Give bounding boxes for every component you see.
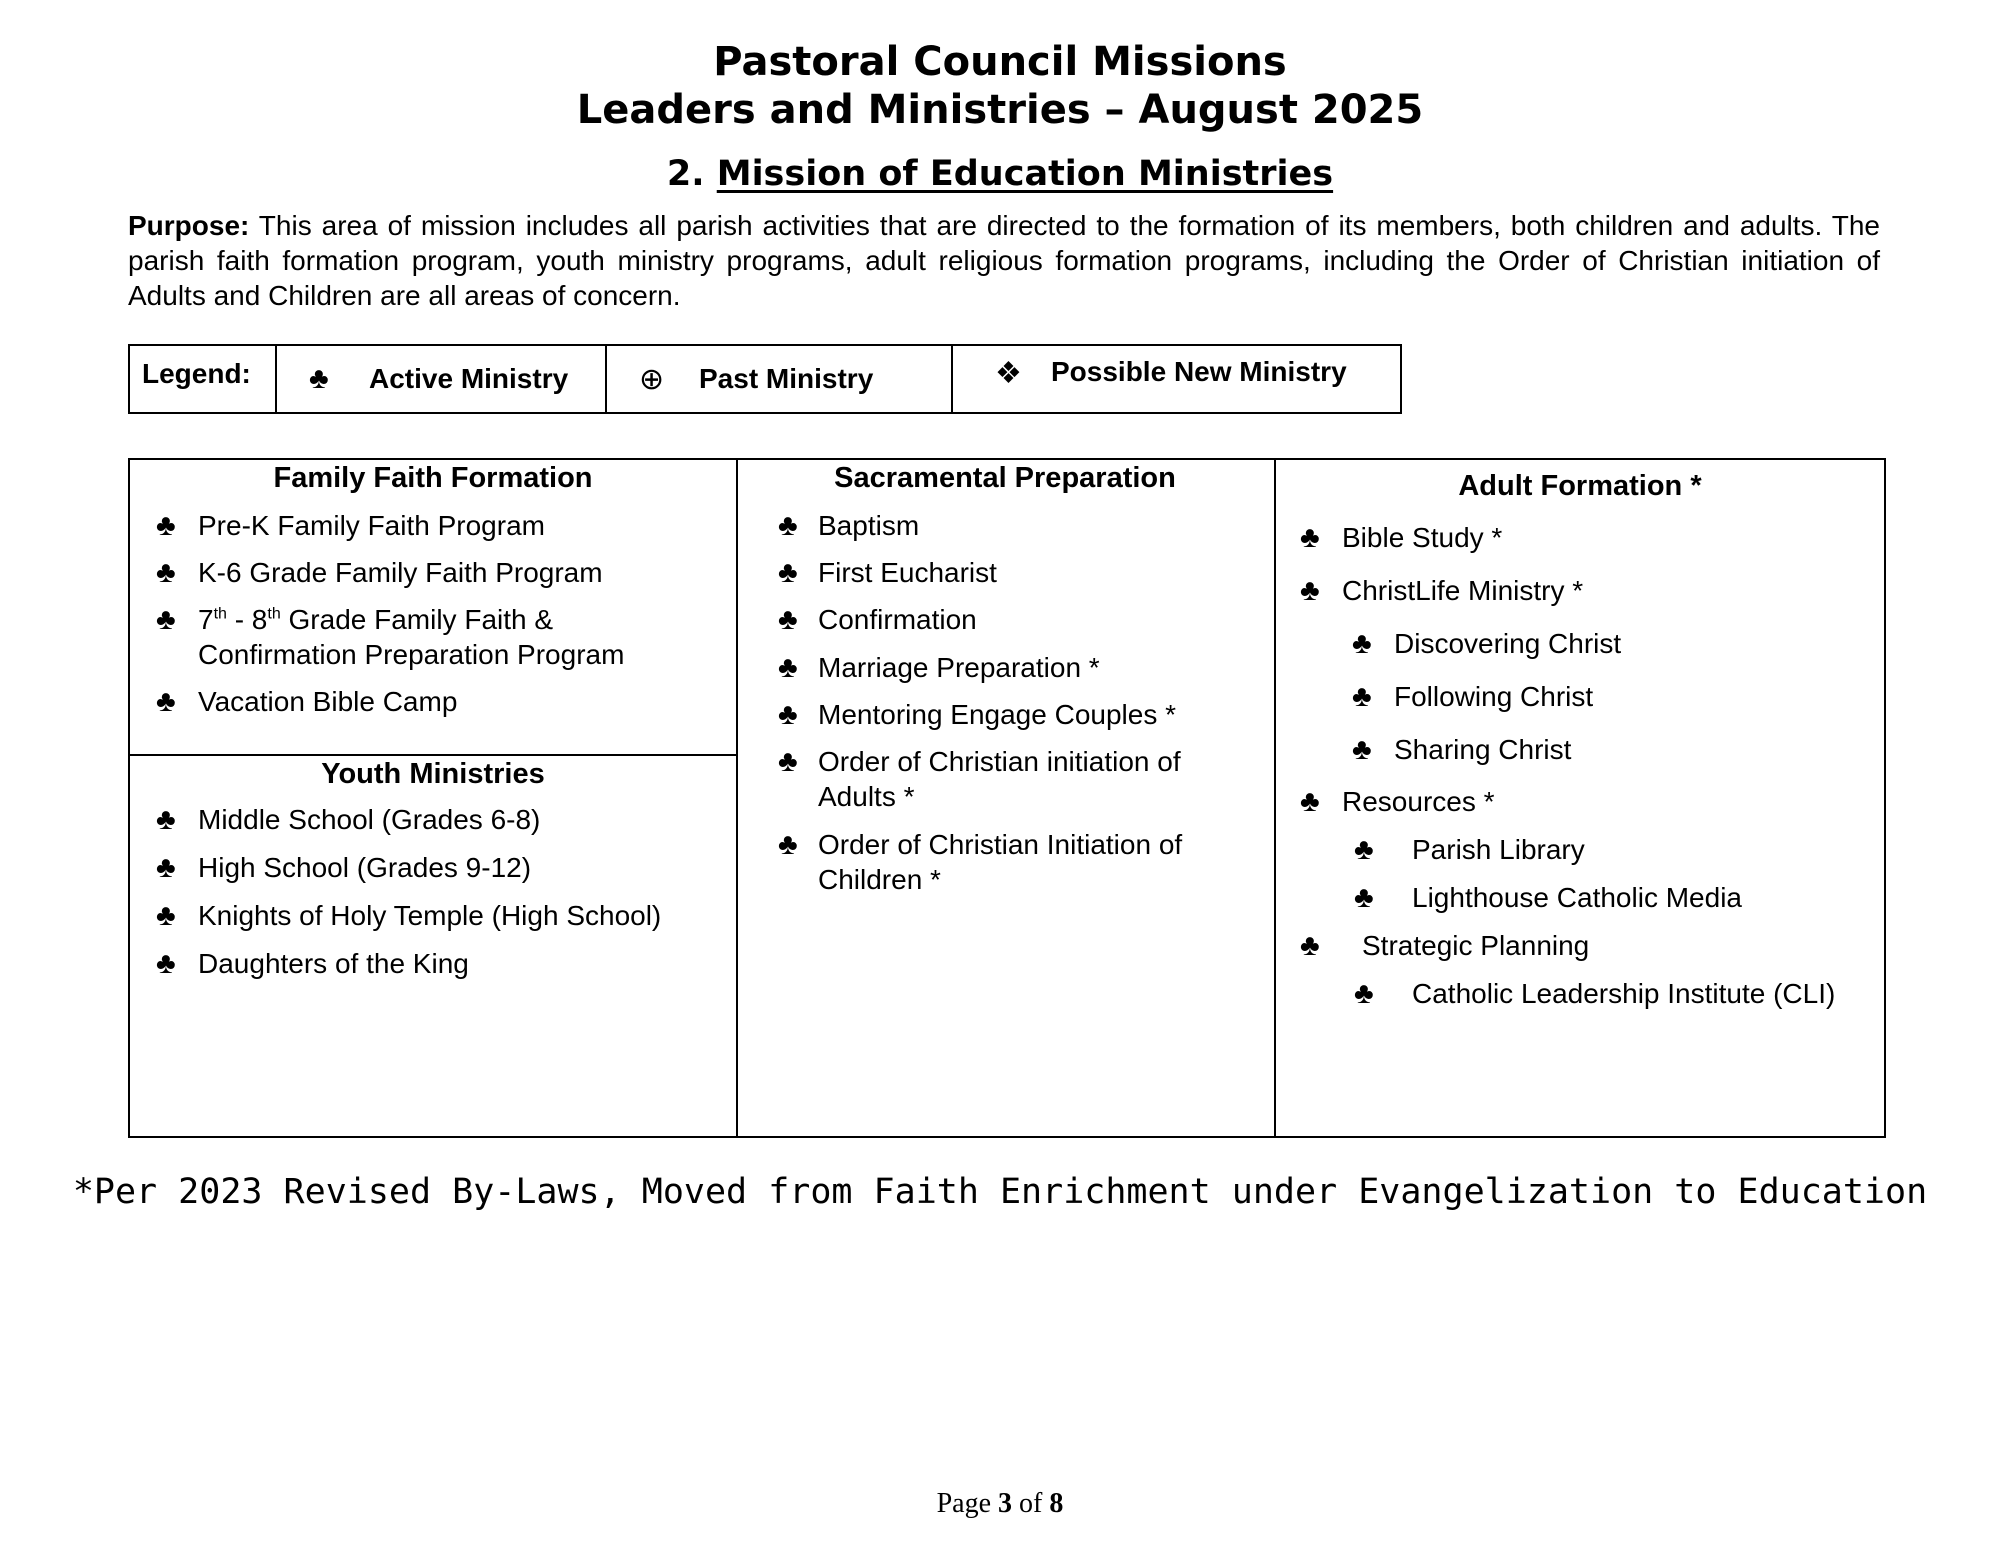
document-subtitle: Leaders and Ministries – August 2025 [576,87,1424,133]
club-icon: ♣ [1300,929,1320,962]
list-item: ♣ Discovering Christ [1352,627,1622,660]
sacramental-preparation-title: Sacramental Preparation [834,462,1176,494]
section-title: Mission of Education Ministries [716,154,1334,194]
club-icon: ♣ [156,899,176,932]
list-item: ♣ ChristLife Ministry * [1300,574,1584,607]
club-icon: ♣ [1354,833,1374,866]
diamond-icon: ❖ [995,357,1022,390]
list-item: ♣ Catholic Leadership Institute (CLI) [1354,977,1836,1010]
purpose-label: Purpose: [128,210,250,241]
club-icon: ♣ [1300,785,1320,818]
list-item: ♣ High School (Grades 9-12) [156,851,532,884]
club-icon: ♣ [156,947,176,980]
club-icon: ♣ [778,556,798,589]
list-item: ♣ Order of Christian Initiation of Children * [778,828,1183,895]
youth-ministries-list [130,802,736,994]
club-icon: ♣ [156,685,176,718]
club-icon: ♣ [778,698,798,731]
club-icon: ♣ [156,509,176,542]
list-item: ♣ K-6 Grade Family Faith Program [156,556,603,589]
list-item: ♣ Resources * [1300,785,1495,818]
list-item: ♣ Parish Library [1354,833,1585,866]
document-title: Pastoral Council Missions [713,39,1287,85]
list-item: ♣ Order of Christian initiation of Adults * [778,745,1181,812]
list-item: ♣ Strategic Planning [1300,929,1590,962]
club-icon: ♣ [1354,881,1374,914]
list-item: ♣ Confirmation [778,603,977,636]
legend-item-label: Past Ministry [699,363,874,394]
section-heading [0,152,2000,196]
legend-item-active [277,346,607,412]
column-adult-formation [1274,460,1886,1136]
club-icon: ♣ [778,828,798,861]
club-icon: ♣ [778,745,798,778]
list-item: ♣ Daughters of the King [156,947,469,980]
club-icon: ♣ [156,851,176,884]
club-icon: ♣ [778,509,798,542]
legend-label: Legend: [130,346,277,412]
club-icon: ♣ [1300,574,1320,607]
club-icon: ♣ [1352,627,1372,660]
adult-formation-list [1274,520,1886,1024]
club-icon: ♣ [156,803,176,836]
club-icon: ♣ [778,603,798,636]
list-item: ♣ Marriage Preparation * [778,651,1100,684]
column-family-youth [130,460,738,1136]
list-item: ♣ Vacation Bible Camp [156,685,458,718]
list-item: ♣ Bible Study * [1300,521,1503,554]
club-icon: ♣ [1352,733,1372,766]
club-icon: ♣ [778,651,798,684]
list-item: ♣ Baptism [778,509,920,542]
footnote: *Per 2023 Revised By-Laws, Moved from Faith Enrichment under Evangelization to Education [72,1172,1928,1212]
section-number: 2. [666,154,705,194]
purpose-paragraph [128,208,1880,313]
club-icon: ♣ [309,362,329,395]
column-sacramental [736,460,1276,1136]
legend-item-new [953,346,1400,412]
list-item: ♣ First Eucharist [778,556,997,589]
legend-item-label: Possible New Ministry [1051,356,1347,387]
list-item: ♣ Middle School (Grades 6-8) [156,803,541,836]
adult-formation-title: Adult Formation * [1458,470,1702,502]
list-item: ♣ Sharing Christ [1352,733,1572,766]
club-icon: ♣ [1352,680,1372,713]
club-icon: ♣ [156,603,176,636]
legend-table [128,344,1402,414]
list-item: ♣ 7th - 8th Grade Family Faith & Confirmation Preparation Program [156,603,625,670]
list-item: ♣ Mentoring Engage Couples * [778,698,1177,731]
club-icon: ♣ [156,556,176,589]
circled-plus-icon: ⊕ [639,362,665,396]
list-item: ♣ Knights of Holy Temple (High School) [156,899,662,932]
club-icon: ♣ [1354,977,1374,1010]
legend-item-past [607,346,953,412]
list-item: ♣ Following Christ [1352,680,1594,713]
list-item: ♣ Lighthouse Catholic Media [1354,881,1742,914]
family-faith-formation-list [130,508,736,731]
family-faith-formation-title: Family Faith Formation [273,462,593,494]
ministries-table [128,458,1886,1138]
youth-ministries-title: Youth Ministries [321,758,545,790]
purpose-text: This area of mission includes all parish activities that are directed to the formation of its members, both children and adults. The parish faith formation program, youth ministry programs, adult religious formation programs, including the Order of Christian initiation of Adults and Children are all areas of concern. [128,210,1880,311]
sacramental-preparation-list [736,508,1274,910]
club-icon: ♣ [1300,521,1320,554]
list-item: ♣ Pre-K Family Faith Program [156,509,545,542]
legend-item-label: Active Ministry [369,363,569,394]
page-number: Page 3 of 8 [936,1488,1064,1519]
